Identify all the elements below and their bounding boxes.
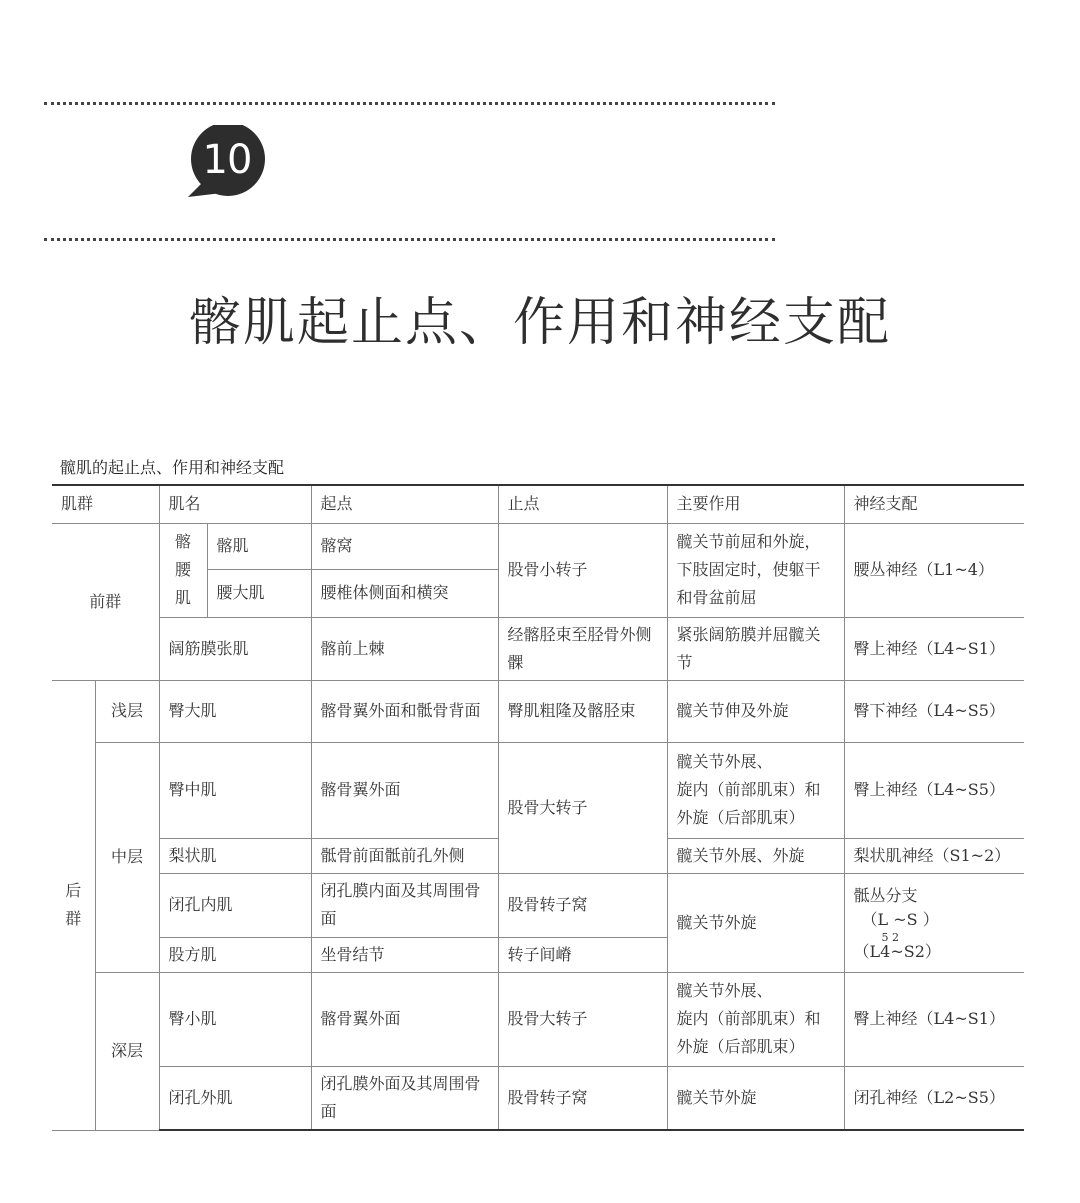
- origin-cell: 闭孔膜内面及其周围骨面: [311, 873, 498, 937]
- origin-cell: 髂前上棘: [311, 617, 498, 680]
- table-row: [52, 873, 1024, 937]
- page-title: 髂肌起止点、作用和神经支配: [188, 293, 891, 353]
- header-origin: 起点: [311, 485, 498, 523]
- origin-cell: 坐骨结节: [311, 937, 498, 972]
- nerve-cell: 腰丛神经（L1~4）: [844, 523, 1024, 617]
- action-cell: 髋关节外展、外旋: [667, 838, 844, 873]
- insertion-cell: 臀肌粗隆及髂胫束: [498, 680, 667, 742]
- action-cell: 髋关节外旋: [667, 873, 844, 972]
- layer-middle: 中层: [95, 742, 159, 972]
- table-row: [52, 742, 1024, 838]
- nerve-cell: 闭孔神经（L2~S5）: [844, 1066, 1024, 1130]
- nerve-cell: 臀上神经（L4~S5）: [844, 742, 1024, 838]
- origin-cell: 髂骨翼外面和骶骨背面: [311, 680, 498, 742]
- insertion-cell: 转子间嵴: [498, 937, 667, 972]
- origin-cell: 骶骨前面骶前孔外侧: [311, 838, 498, 873]
- nerve-cell: 臀下神经（L4~S5）: [844, 680, 1024, 742]
- muscle-name: 髂肌: [207, 523, 311, 569]
- origin-cell: 髂窝: [311, 523, 498, 569]
- action-cell: 髋关节外展、 旋内（前部肌束）和 外旋（后部肌束）: [667, 972, 844, 1066]
- header-nerve: 神经支配: [844, 485, 1024, 523]
- origin-cell: 闭孔膜外面及其周围骨面: [311, 1066, 498, 1130]
- muscle-name: 臀小肌: [159, 972, 311, 1066]
- insertion-cell: 经髂胫束至胫骨外侧髁: [498, 617, 667, 680]
- table-row: [52, 680, 1024, 742]
- origin-cell: 腰椎体侧面和横突: [311, 569, 498, 617]
- origin-cell: 髂骨翼外面: [311, 742, 498, 838]
- header-muscle-name: 肌名: [159, 485, 311, 523]
- bottom-dotted-divider: [44, 238, 775, 241]
- table-row: [52, 523, 1024, 569]
- insertion-cell: 股骨转子窝: [498, 873, 667, 937]
- nerve-cell: 臀上神经（L4~S1）: [844, 617, 1024, 680]
- table-row: [52, 617, 1024, 680]
- muscle-name: 腰大肌: [207, 569, 311, 617]
- muscle-table: [52, 484, 1024, 1131]
- header-muscle-group: 肌群: [52, 485, 159, 523]
- table-row: [52, 1066, 1024, 1130]
- action-cell: 髋关节前屈和外旋， 下肢固定时，使躯干 和骨盆前屈: [667, 523, 844, 617]
- muscle-name: 闭孔内肌: [159, 873, 311, 937]
- top-dotted-divider: [44, 102, 775, 105]
- action-cell: 髋关节伸及外旋: [667, 680, 844, 742]
- layer-deep: 深层: [95, 972, 159, 1130]
- table-caption: 髋肌的起止点、作用和神经支配: [60, 458, 285, 477]
- insertion-cell: 股骨小转子: [498, 523, 667, 617]
- table-row: [52, 972, 1024, 1066]
- insertion-cell: 股骨大转子: [498, 972, 667, 1066]
- origin-cell: 髂骨翼外面: [311, 972, 498, 1066]
- muscle-name: 臀中肌: [159, 742, 311, 838]
- insertion-cell: 股骨大转子: [498, 742, 667, 873]
- layer-shallow: 浅层: [95, 680, 159, 742]
- insertion-cell: 股骨转子窝: [498, 1066, 667, 1130]
- nerve-cell: 骶丛分支 （L ~S ） 5 2 （L4~S2）: [844, 873, 1024, 972]
- table-header-row: [52, 485, 1024, 523]
- header-insertion: 止点: [498, 485, 667, 523]
- action-cell: 紧张阔筋膜并屈髋关节: [667, 617, 844, 680]
- group-iliopsoas: 髂 腰 肌: [159, 523, 207, 617]
- muscle-name: 闭孔外肌: [159, 1066, 311, 1130]
- muscle-name: 梨状肌: [159, 838, 311, 873]
- action-cell: 髋关节外展、 旋内（前部肌束）和 外旋（后部肌束）: [667, 742, 844, 838]
- group-back: 后 群: [52, 680, 95, 1130]
- header-action: 主要作用: [667, 485, 844, 523]
- muscle-name: 股方肌: [159, 937, 311, 972]
- nerve-cell: 梨状肌神经（S1~2）: [844, 838, 1024, 873]
- group-front: 前群: [52, 523, 159, 680]
- section-number: 10: [202, 137, 252, 183]
- muscle-name: 阔筋膜张肌: [159, 617, 311, 680]
- nerve-cell: 臀上神经（L4~S1）: [844, 972, 1024, 1066]
- muscle-name: 臀大肌: [159, 680, 311, 742]
- action-cell: 髋关节外旋: [667, 1066, 844, 1130]
